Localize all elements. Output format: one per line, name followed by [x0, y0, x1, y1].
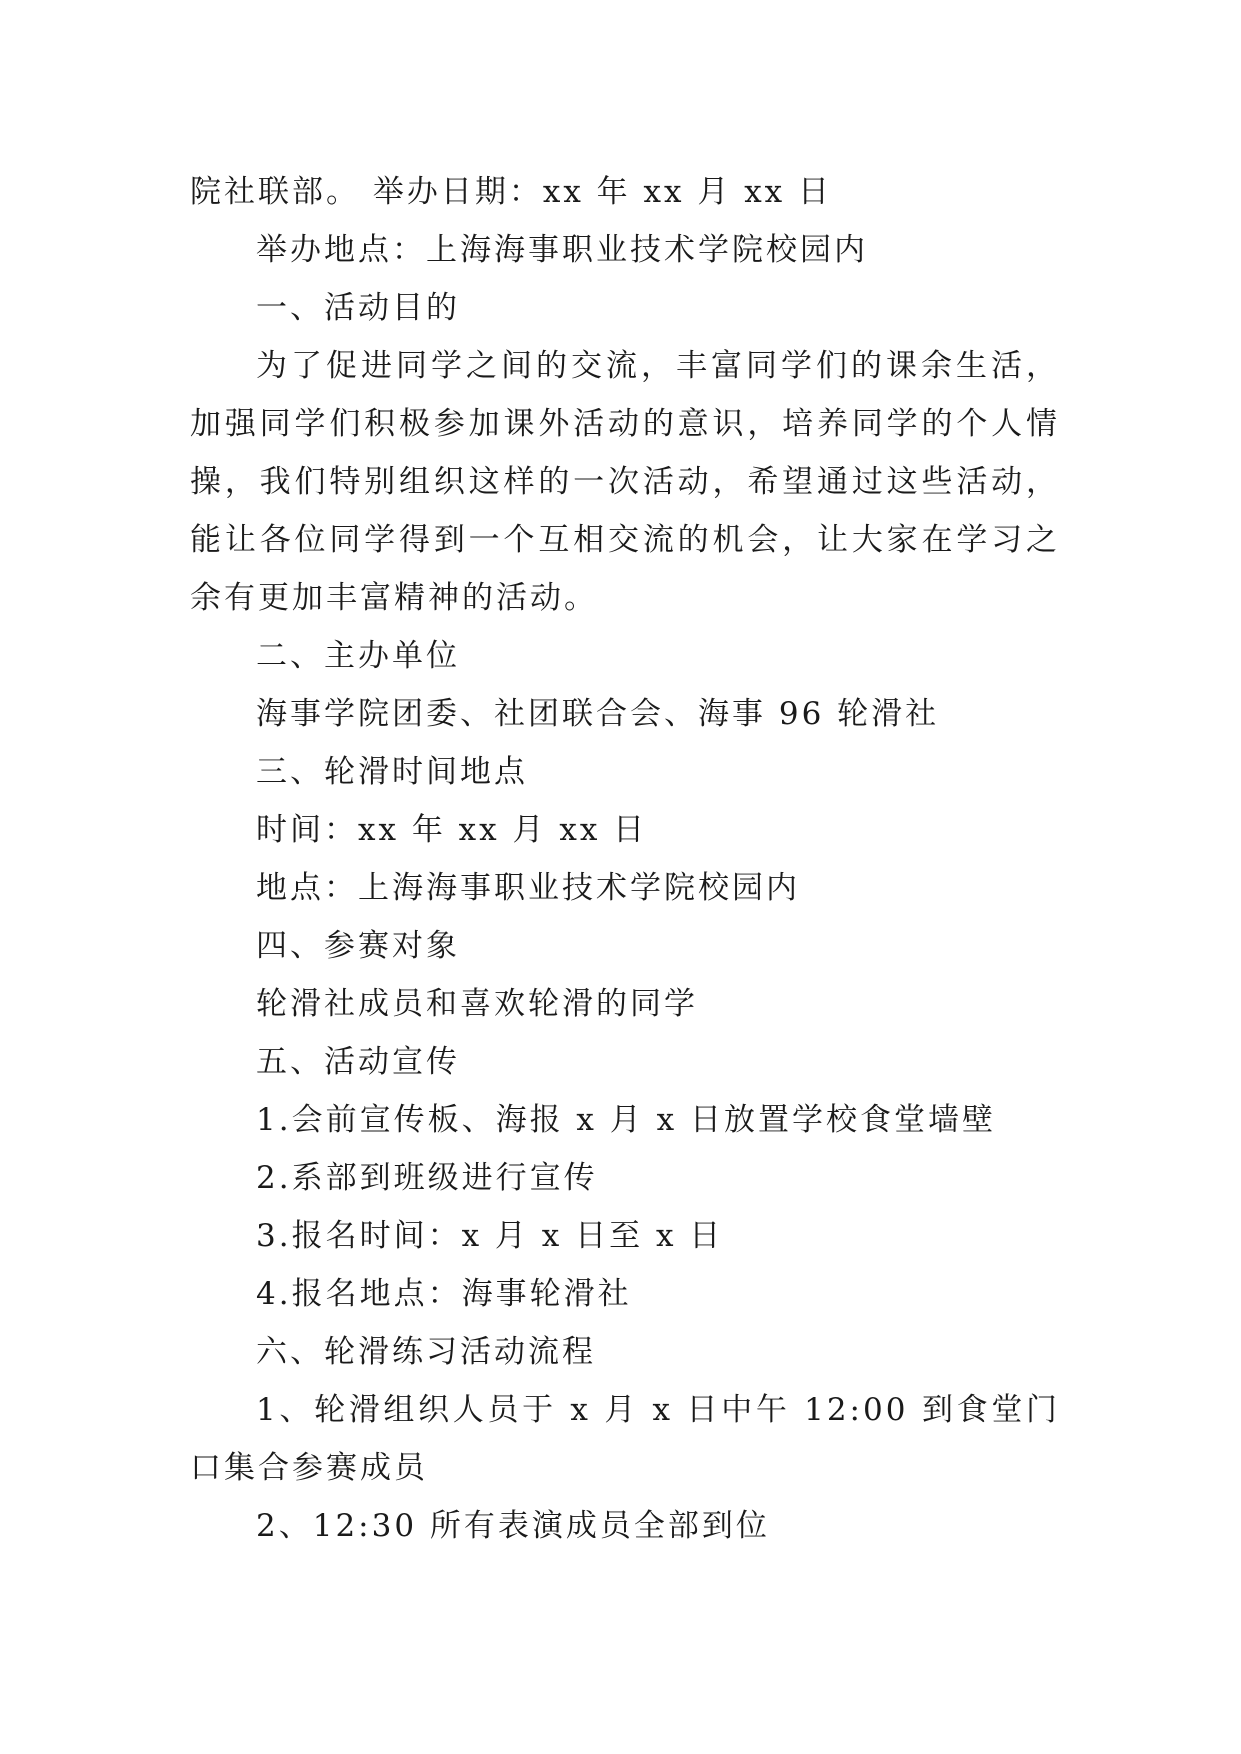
list-item-promotion-4: 4.报名地点：海事轮滑社 — [256, 1276, 632, 1312]
list-item-promotion-3: 3.报名时间：x 月 x 日至 x 日 — [256, 1218, 724, 1254]
text-line-organizer-date: 院社联部。 举办日期：xx 年 xx 月 xx 日 — [190, 174, 833, 210]
paragraph-process-1: 1、轮滑组织人员于 x 月 x 日中午 12:00 到食堂门口集合参赛成员 — [190, 1392, 1060, 1486]
section-heading-promotion: 五、活动宣传 — [256, 1044, 460, 1080]
text-line-place: 地点：上海海事职业技术学院校园内 — [256, 870, 800, 906]
paragraph-purpose: 为了促进同学之间的交流，丰富同学们的课余生活，加强同学们积极参加课外活动的意识，培养同学的个人情操，我们特别组织这样的一次活动，希望通过这些活动，能让各位同学得到一个互相交流的机会，让大家在学习之余有更加丰富精神的活动。 — [190, 348, 1060, 616]
text-line-participants: 轮滑社成员和喜欢轮滑的同学 — [256, 986, 698, 1022]
section-heading-participants: 四、参赛对象 — [256, 928, 460, 964]
document-body — [190, 163, 1060, 1555]
section-heading-purpose: 一、活动目的 — [256, 290, 460, 326]
text-line-venue: 举办地点：上海海事职业技术学院校园内 — [256, 232, 868, 268]
section-heading-organizer: 二、主办单位 — [256, 638, 460, 674]
text-line-organizer-units: 海事学院团委、社团联合会、海事 96 轮滑社 — [256, 696, 940, 732]
text-line-time: 时间：xx 年 xx 月 xx 日 — [256, 812, 648, 848]
list-item-promotion-2: 2.系部到班级进行宣传 — [256, 1160, 598, 1196]
text-line-process-2: 2、12:30 所有表演成员全部到位 — [256, 1508, 770, 1544]
section-heading-process: 六、轮滑练习活动流程 — [256, 1334, 596, 1370]
section-heading-time-place: 三、轮滑时间地点 — [256, 754, 528, 790]
list-item-promotion-1: 1.会前宣传板、海报 x 月 x 日放置学校食堂墙壁 — [256, 1102, 996, 1138]
